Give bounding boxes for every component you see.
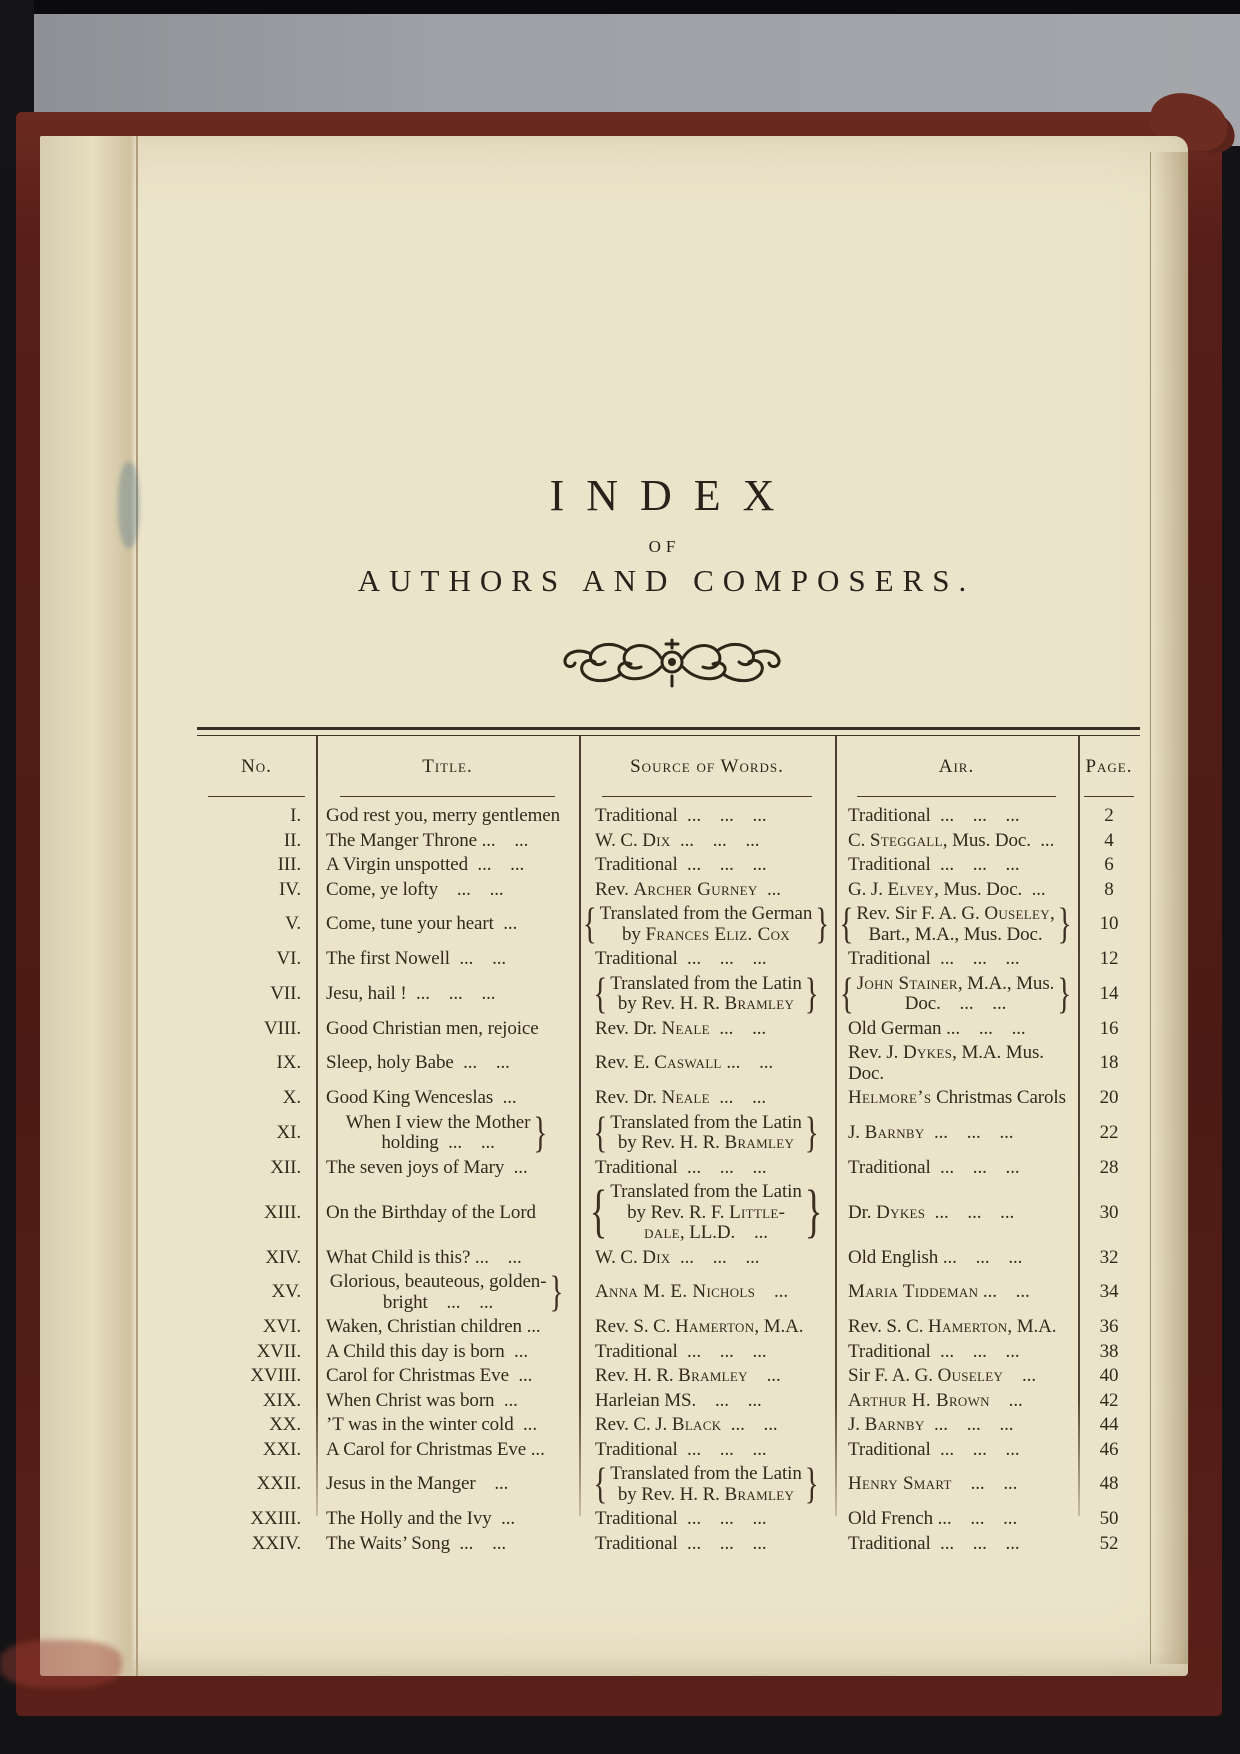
row-title: Jesu, hail ! ... ... ... <box>326 982 496 1004</box>
table-row <box>197 1180 1140 1246</box>
row-number: XXI. <box>262 1438 301 1460</box>
row-number: XIV. <box>265 1246 301 1268</box>
row-title: The Holly and the Ivy ... <box>326 1508 516 1529</box>
row-page-number: 6 <box>1104 854 1114 875</box>
row-air: Traditional ... ... ... <box>848 1340 1020 1362</box>
row-page-number: 52 <box>1099 1532 1119 1554</box>
row-air: Traditional ... ... ... <box>848 854 1020 875</box>
row-air: Traditional ... ... ... <box>848 1156 1020 1178</box>
table-row <box>197 1017 1140 1042</box>
row-number: V. <box>285 913 301 935</box>
table-row <box>197 1389 1140 1414</box>
row-page-number: 16 <box>1099 1017 1119 1039</box>
row-air: Old English ... ... ... <box>848 1246 1023 1268</box>
row-page-number: 46 <box>1099 1438 1119 1460</box>
row-page-number: 48 <box>1099 1473 1119 1495</box>
row-number: XI. <box>276 1121 301 1143</box>
heading-of: OF <box>648 537 681 556</box>
row-page-number: 44 <box>1099 1414 1119 1435</box>
row-title: When Christ was born ... <box>326 1389 518 1411</box>
page-gutter <box>40 136 138 1676</box>
column-rule <box>1078 736 1080 1516</box>
row-page-number: 30 <box>1099 1201 1119 1223</box>
row-page-number: 18 <box>1099 1052 1119 1074</box>
column-rule <box>316 736 318 1516</box>
header-page: Page. <box>1078 736 1140 797</box>
table-row <box>197 1340 1140 1365</box>
row-number: XXII. <box>256 1473 301 1495</box>
row-number: XIII. <box>264 1201 301 1223</box>
row-source-of-words: Traditional ... ... ... <box>595 854 767 875</box>
row-source-of-words: Rev. Archer Gurney ... <box>595 878 781 900</box>
row-source-of-words: Traditional ... ... ... <box>595 1340 767 1362</box>
row-number: XVI. <box>262 1316 301 1337</box>
header-no: No. <box>197 736 316 797</box>
row-page-number: 10 <box>1099 913 1119 935</box>
row-source-of-words: Rev. C. J. Black ... ... <box>595 1414 778 1435</box>
row-number: XII. <box>270 1156 301 1178</box>
row-title: The Manger Throne ... ... <box>326 829 529 851</box>
row-air: G. J. Elvey, Mus. Doc. ... <box>848 878 1046 900</box>
table-row <box>197 1364 1140 1389</box>
row-title: Come, ye lofty ... ... <box>326 878 504 900</box>
row-page-number: 4 <box>1104 829 1114 851</box>
row-air: Old French ... ... ... <box>848 1508 1018 1529</box>
row-air: J. Barnby ... ... ... <box>848 1121 1014 1143</box>
row-number: VII. <box>270 982 301 1004</box>
table-row <box>197 1086 1140 1111</box>
row-air: Old German ... ... ... <box>848 1017 1026 1039</box>
row-title: The first Nowell ... ... <box>326 948 507 969</box>
column-rule <box>835 736 837 1516</box>
row-number: XX. <box>269 1414 301 1435</box>
row-title: ’T was in the winter cold ... <box>326 1414 537 1435</box>
row-air: Helmore’s Christmas Carols <box>848 1087 1066 1108</box>
row-number: II. <box>283 829 301 851</box>
table-row <box>197 1438 1140 1463</box>
row-title: What Child is this? ... ... <box>326 1246 522 1268</box>
row-air: Traditional ... ... ... <box>848 805 1020 826</box>
row-page-number: 36 <box>1099 1316 1119 1337</box>
row-title: A Virgin unspotted ... ... <box>326 854 525 875</box>
row-title: A Carol for Christmas Eve ... <box>326 1438 545 1460</box>
row-title: Come, tune your heart ... <box>326 913 518 935</box>
row-number: IX. <box>276 1052 301 1074</box>
row-source-of-words: { Translated from the Latin by Rev. H. R. Bramley } <box>593 1108 819 1157</box>
row-title: The Waits’ Song ... ... <box>326 1532 507 1554</box>
row-title: Good King Wenceslas ... <box>326 1087 517 1108</box>
row-page-number: 8 <box>1104 878 1114 900</box>
column-rule <box>579 736 581 1516</box>
row-source-of-words: Traditional ... ... ... <box>595 805 767 826</box>
table-row <box>197 1507 1140 1532</box>
row-air: Traditional ... ... ... <box>848 1532 1020 1554</box>
row-source-of-words: W. C. Dix ... ... ... <box>595 829 760 851</box>
row-page-number: 28 <box>1099 1156 1119 1178</box>
row-page-number: 50 <box>1099 1508 1119 1529</box>
row-source-of-words: Traditional ... ... ... <box>595 948 767 969</box>
table-row <box>197 1246 1140 1271</box>
row-number: VIII. <box>264 1017 301 1039</box>
row-air: Traditional ... ... ... <box>848 1438 1020 1460</box>
row-air: J. Barnby ... ... ... <box>848 1414 1014 1435</box>
row-number: XVIII. <box>250 1365 301 1386</box>
table-header-row <box>197 736 1140 797</box>
row-number: X. <box>282 1087 301 1108</box>
page-fore-edge <box>1150 152 1189 1664</box>
table-row <box>197 1041 1140 1086</box>
row-air: Traditional ... ... ... <box>848 948 1020 969</box>
row-air: Maria Tiddeman ... ... <box>848 1281 1030 1303</box>
row-title: God rest you, merry gentlemen <box>326 805 561 826</box>
table-row <box>197 1413 1140 1438</box>
row-air: Dr. Dykes ... ... ... <box>848 1201 1015 1223</box>
row-title: Jesus in the Manger ... <box>326 1473 509 1495</box>
row-number: XIX. <box>262 1389 301 1411</box>
row-source-of-words: Rev. E. Caswall ... ... <box>595 1052 774 1074</box>
table-row <box>197 947 1140 972</box>
row-source-of-words: Traditional ... ... ... <box>595 1156 767 1178</box>
table-row <box>197 969 1140 1018</box>
table-row <box>197 1315 1140 1340</box>
row-source-of-words: { Translated from the Latin by Rev. R. F. Little- dale, LL.D. ... } <box>589 1178 823 1245</box>
row-air: C. Steggall, Mus. Doc. ... <box>848 829 1055 851</box>
row-number: XVII. <box>256 1340 301 1362</box>
row-title: Good Christian men, rejoice <box>326 1017 539 1039</box>
row-title: Carol for Christmas Eve ... <box>326 1365 533 1386</box>
row-source-of-words: Rev. S. C. Hamerton, M.A. <box>595 1316 804 1337</box>
row-page-number: 32 <box>1099 1246 1119 1268</box>
row-source-of-words: Anna M. E. Nichols ... <box>595 1281 788 1303</box>
row-number: III. <box>277 854 301 875</box>
row-source-of-words: { Translated from the German by Frances Eliz. Cox } <box>582 900 830 949</box>
row-title: When I view the Mother holding ... ... } <box>345 1108 548 1157</box>
row-source-of-words: Harleian MS. ... ... <box>595 1389 762 1411</box>
row-number: VI. <box>276 948 301 969</box>
row-page-number: 14 <box>1099 982 1119 1004</box>
table-row <box>197 853 1140 878</box>
row-air: { Rev. Sir F. A. G. Ouseley, Bart., M.A., Mus. Doc. } <box>839 900 1072 949</box>
row-number: XXIV. <box>251 1532 301 1554</box>
row-air: Rev. S. C. Hamerton, M.A. <box>848 1316 1057 1337</box>
row-page-number: 34 <box>1099 1281 1119 1303</box>
row-air: Rev. J. Dykes, M.A. Mus. Doc. <box>848 1042 1044 1084</box>
scan-frame-top <box>0 0 1240 14</box>
row-page-number: 38 <box>1099 1340 1119 1362</box>
row-source-of-words: Rev. Dr. Neale ... ... <box>595 1017 767 1039</box>
row-page-number: 42 <box>1099 1389 1119 1411</box>
floral-flourish-ornament <box>557 636 787 692</box>
header-title: Title. <box>316 736 579 797</box>
table-body <box>197 804 1140 1556</box>
row-page-number: 2 <box>1104 805 1114 826</box>
row-number: IV. <box>278 878 301 900</box>
index-table <box>197 727 1140 1554</box>
table-row <box>197 1532 1140 1557</box>
row-air: { John Stainer, M.A., Mus. Doc. ... ... } <box>839 969 1072 1018</box>
table-row <box>197 1156 1140 1181</box>
header-air: Air. <box>835 736 1078 797</box>
table-top-double-rule <box>197 727 1140 736</box>
row-source-of-words: Rev. Dr. Neale ... ... <box>595 1087 767 1108</box>
page-title: INDEX <box>549 471 797 520</box>
row-title: The seven joys of Mary ... <box>326 1156 528 1178</box>
table-row <box>197 1108 1140 1157</box>
row-number: XXIII. <box>250 1508 301 1529</box>
row-source-of-words: Traditional ... ... ... <box>595 1532 767 1554</box>
row-source-of-words: W. C. Dix ... ... ... <box>595 1246 760 1268</box>
row-page-number: 40 <box>1099 1365 1119 1386</box>
row-title: Sleep, holy Babe ... ... <box>326 1052 510 1074</box>
table-row <box>197 1270 1140 1315</box>
row-number: I. <box>290 805 301 826</box>
page-subtitle: AUTHORS AND COMPOSERS. <box>357 563 976 598</box>
row-source-of-words: { Translated from the Latin by Rev. H. R. Bramley } <box>593 969 819 1018</box>
row-source-of-words: { Translated from the Latin by Rev. H. R. Bramley } <box>593 1460 819 1509</box>
row-source-of-words: Rev. H. R. Bramley ... <box>595 1365 781 1386</box>
row-page-number: 22 <box>1099 1121 1119 1143</box>
row-page-number: 20 <box>1099 1087 1119 1108</box>
row-title: Glorious, beauteous, golden- bright ... ... } <box>329 1268 564 1317</box>
row-title: Waken, Christian children ... <box>326 1316 541 1337</box>
row-source-of-words: Traditional ... ... ... <box>595 1438 767 1460</box>
row-air: Arthur H. Brown ... <box>848 1389 1023 1411</box>
row-title: A Child this day is born ... <box>326 1340 528 1362</box>
table-row <box>197 878 1140 903</box>
header-source-of-words: Source of Words. <box>579 736 835 797</box>
table-row <box>197 804 1140 829</box>
row-source-of-words: Traditional ... ... ... <box>595 1508 767 1529</box>
table-row <box>197 829 1140 854</box>
table-row <box>197 1462 1140 1507</box>
row-title: On the Birthday of the Lord <box>326 1201 536 1223</box>
row-number: XV. <box>271 1281 301 1303</box>
table-row <box>197 902 1140 947</box>
row-air: Sir F. A. G. Ouseley ... <box>848 1365 1036 1386</box>
cover-bleed-smudge <box>0 1640 122 1688</box>
row-page-number: 12 <box>1099 948 1119 969</box>
row-air: Henry Smart ... ... <box>848 1473 1018 1495</box>
